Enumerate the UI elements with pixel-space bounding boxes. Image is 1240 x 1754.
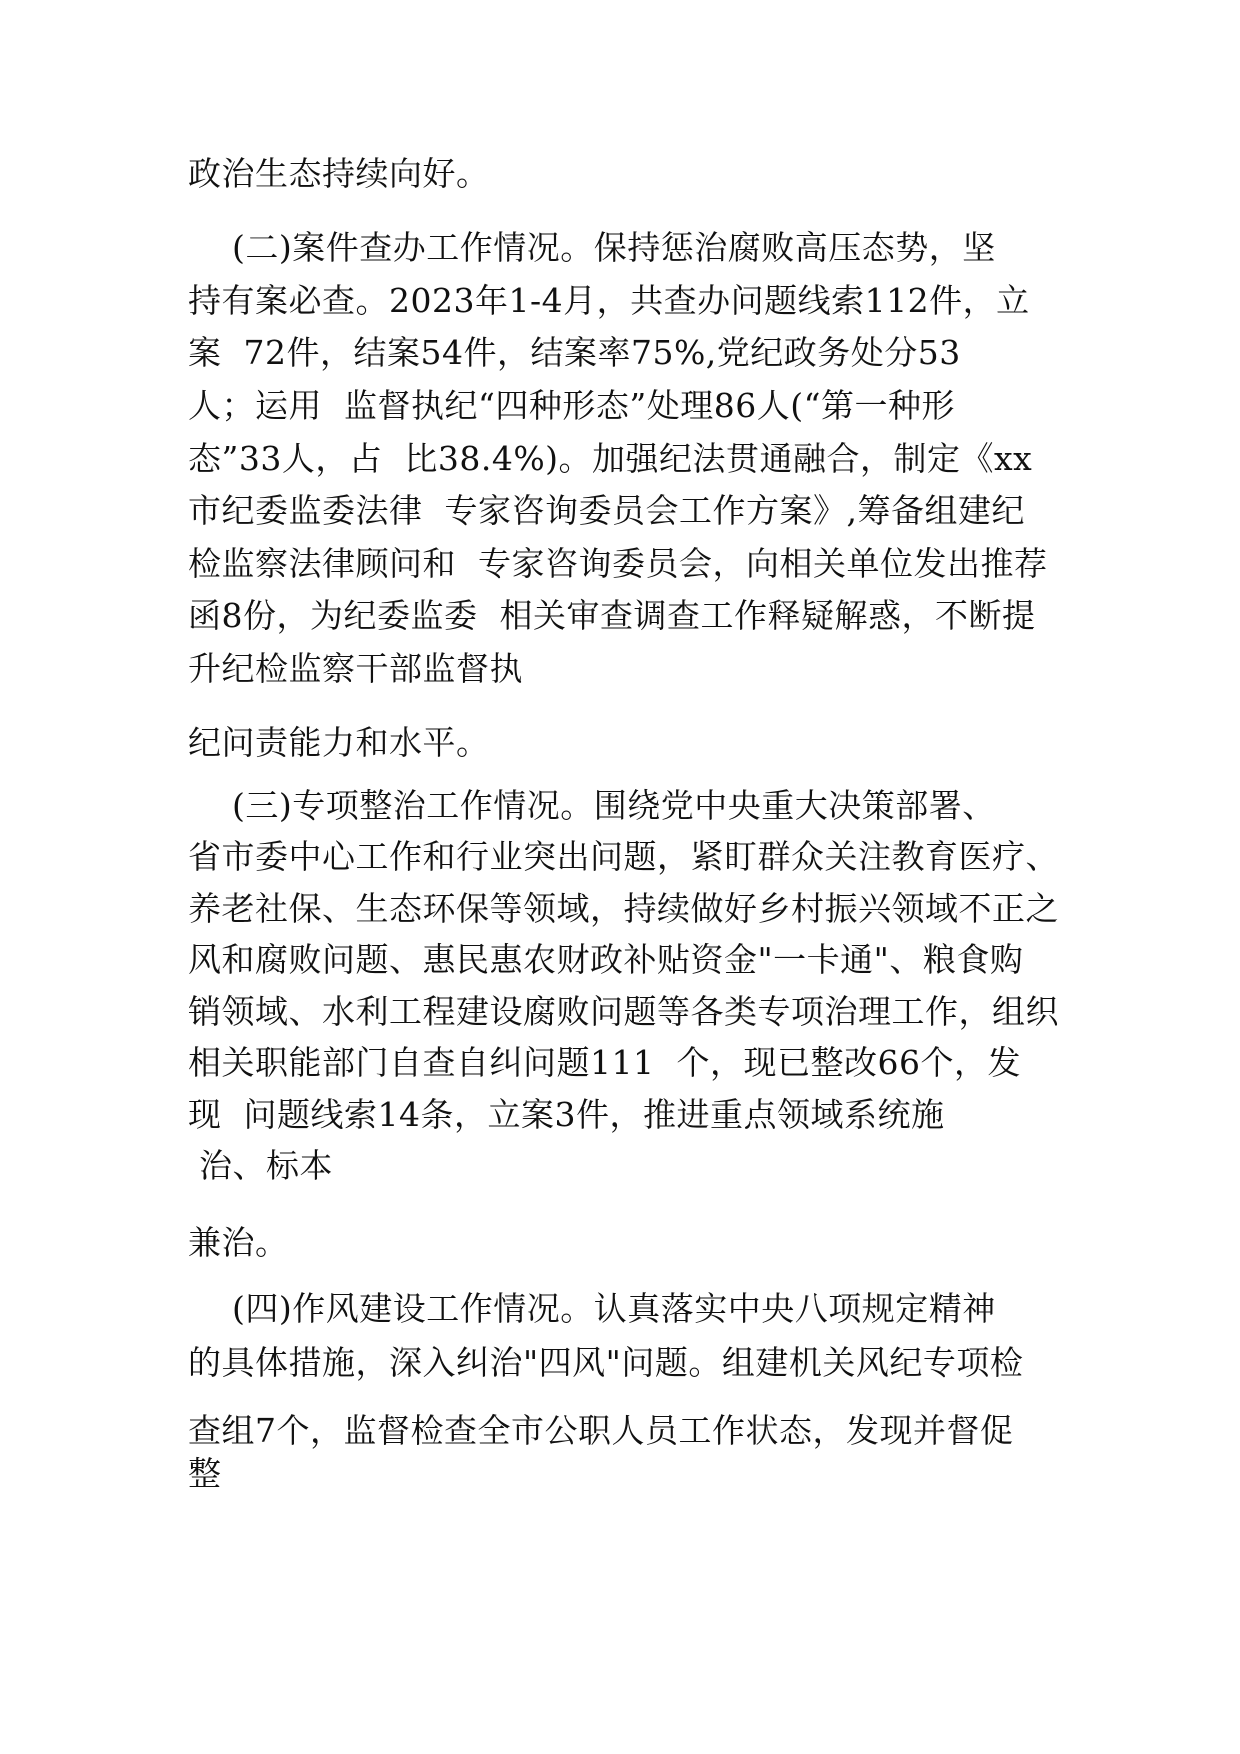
- text-line: 持有案必查。2023年1-4月，共查办问题线索112件，立: [188, 281, 1030, 320]
- text-line: 升纪检监察干部监督执: [188, 649, 523, 688]
- text-line: 市纪委监委法律 专家咨询委员会工作方案》,筹备组建纪: [188, 491, 1025, 530]
- text-line: (二)案件查办工作情况。保持惩治腐败高压态势，坚: [188, 228, 996, 267]
- text-line: 的具体措施，深入纠治"四风"问题。组建机关风纪专项检: [188, 1343, 1024, 1382]
- text-line: 态”33人，占 比38.4%)。加强纪法贯通融合，制定《xx: [188, 439, 1033, 478]
- text-line: 整: [188, 1454, 222, 1493]
- text-line: (四)作风建设工作情况。认真落实中央八项规定精神: [188, 1289, 996, 1328]
- text-line: 风和腐败问题、惠民惠农财政补贴资金"一卡通"、粮食购: [188, 940, 1024, 979]
- text-line: 检监察法律顾问和 专家咨询委员会，向相关单位发出推荐: [188, 544, 1048, 583]
- text-line: 人；运用 监督执纪“四种形态”处理86人(“第一种形: [188, 386, 955, 425]
- text-line: 相关职能部门自查自纠问题111 个，现已整改66个，发: [188, 1043, 1021, 1082]
- text-line: 兼治。: [188, 1223, 289, 1262]
- text-line: 查组7个，监督检查全市公职人员工作状态，发现并督促: [188, 1411, 1014, 1450]
- text-line: 省市委中心工作和行业突出问题，紧盯群众关注教育医疗、: [188, 837, 1059, 876]
- text-line: 案 72件，结案54件，结案率75%,党纪政务处分53: [188, 333, 961, 372]
- text-line: 纪问责能力和水平。: [188, 723, 490, 762]
- text-line: 政治生态持续向好。: [188, 154, 490, 193]
- text-line: 治、标本: [188, 1146, 333, 1185]
- text-line: 现 问题线索14条，立案3件，推进重点领域系统施: [188, 1095, 945, 1134]
- text-line: 销领域、水利工程建设腐败问题等各类专项治理工作，组织: [188, 992, 1059, 1031]
- text-line: (三)专项整治工作情况。围绕党中央重大决策部署、: [188, 786, 996, 825]
- text-line: 养老社保、生态环保等领域，持续做好乡村振兴领域不正之: [188, 889, 1059, 928]
- text-line: 函8份，为纪委监委 相关审查调查工作释疑解惑，不断提: [188, 596, 1036, 635]
